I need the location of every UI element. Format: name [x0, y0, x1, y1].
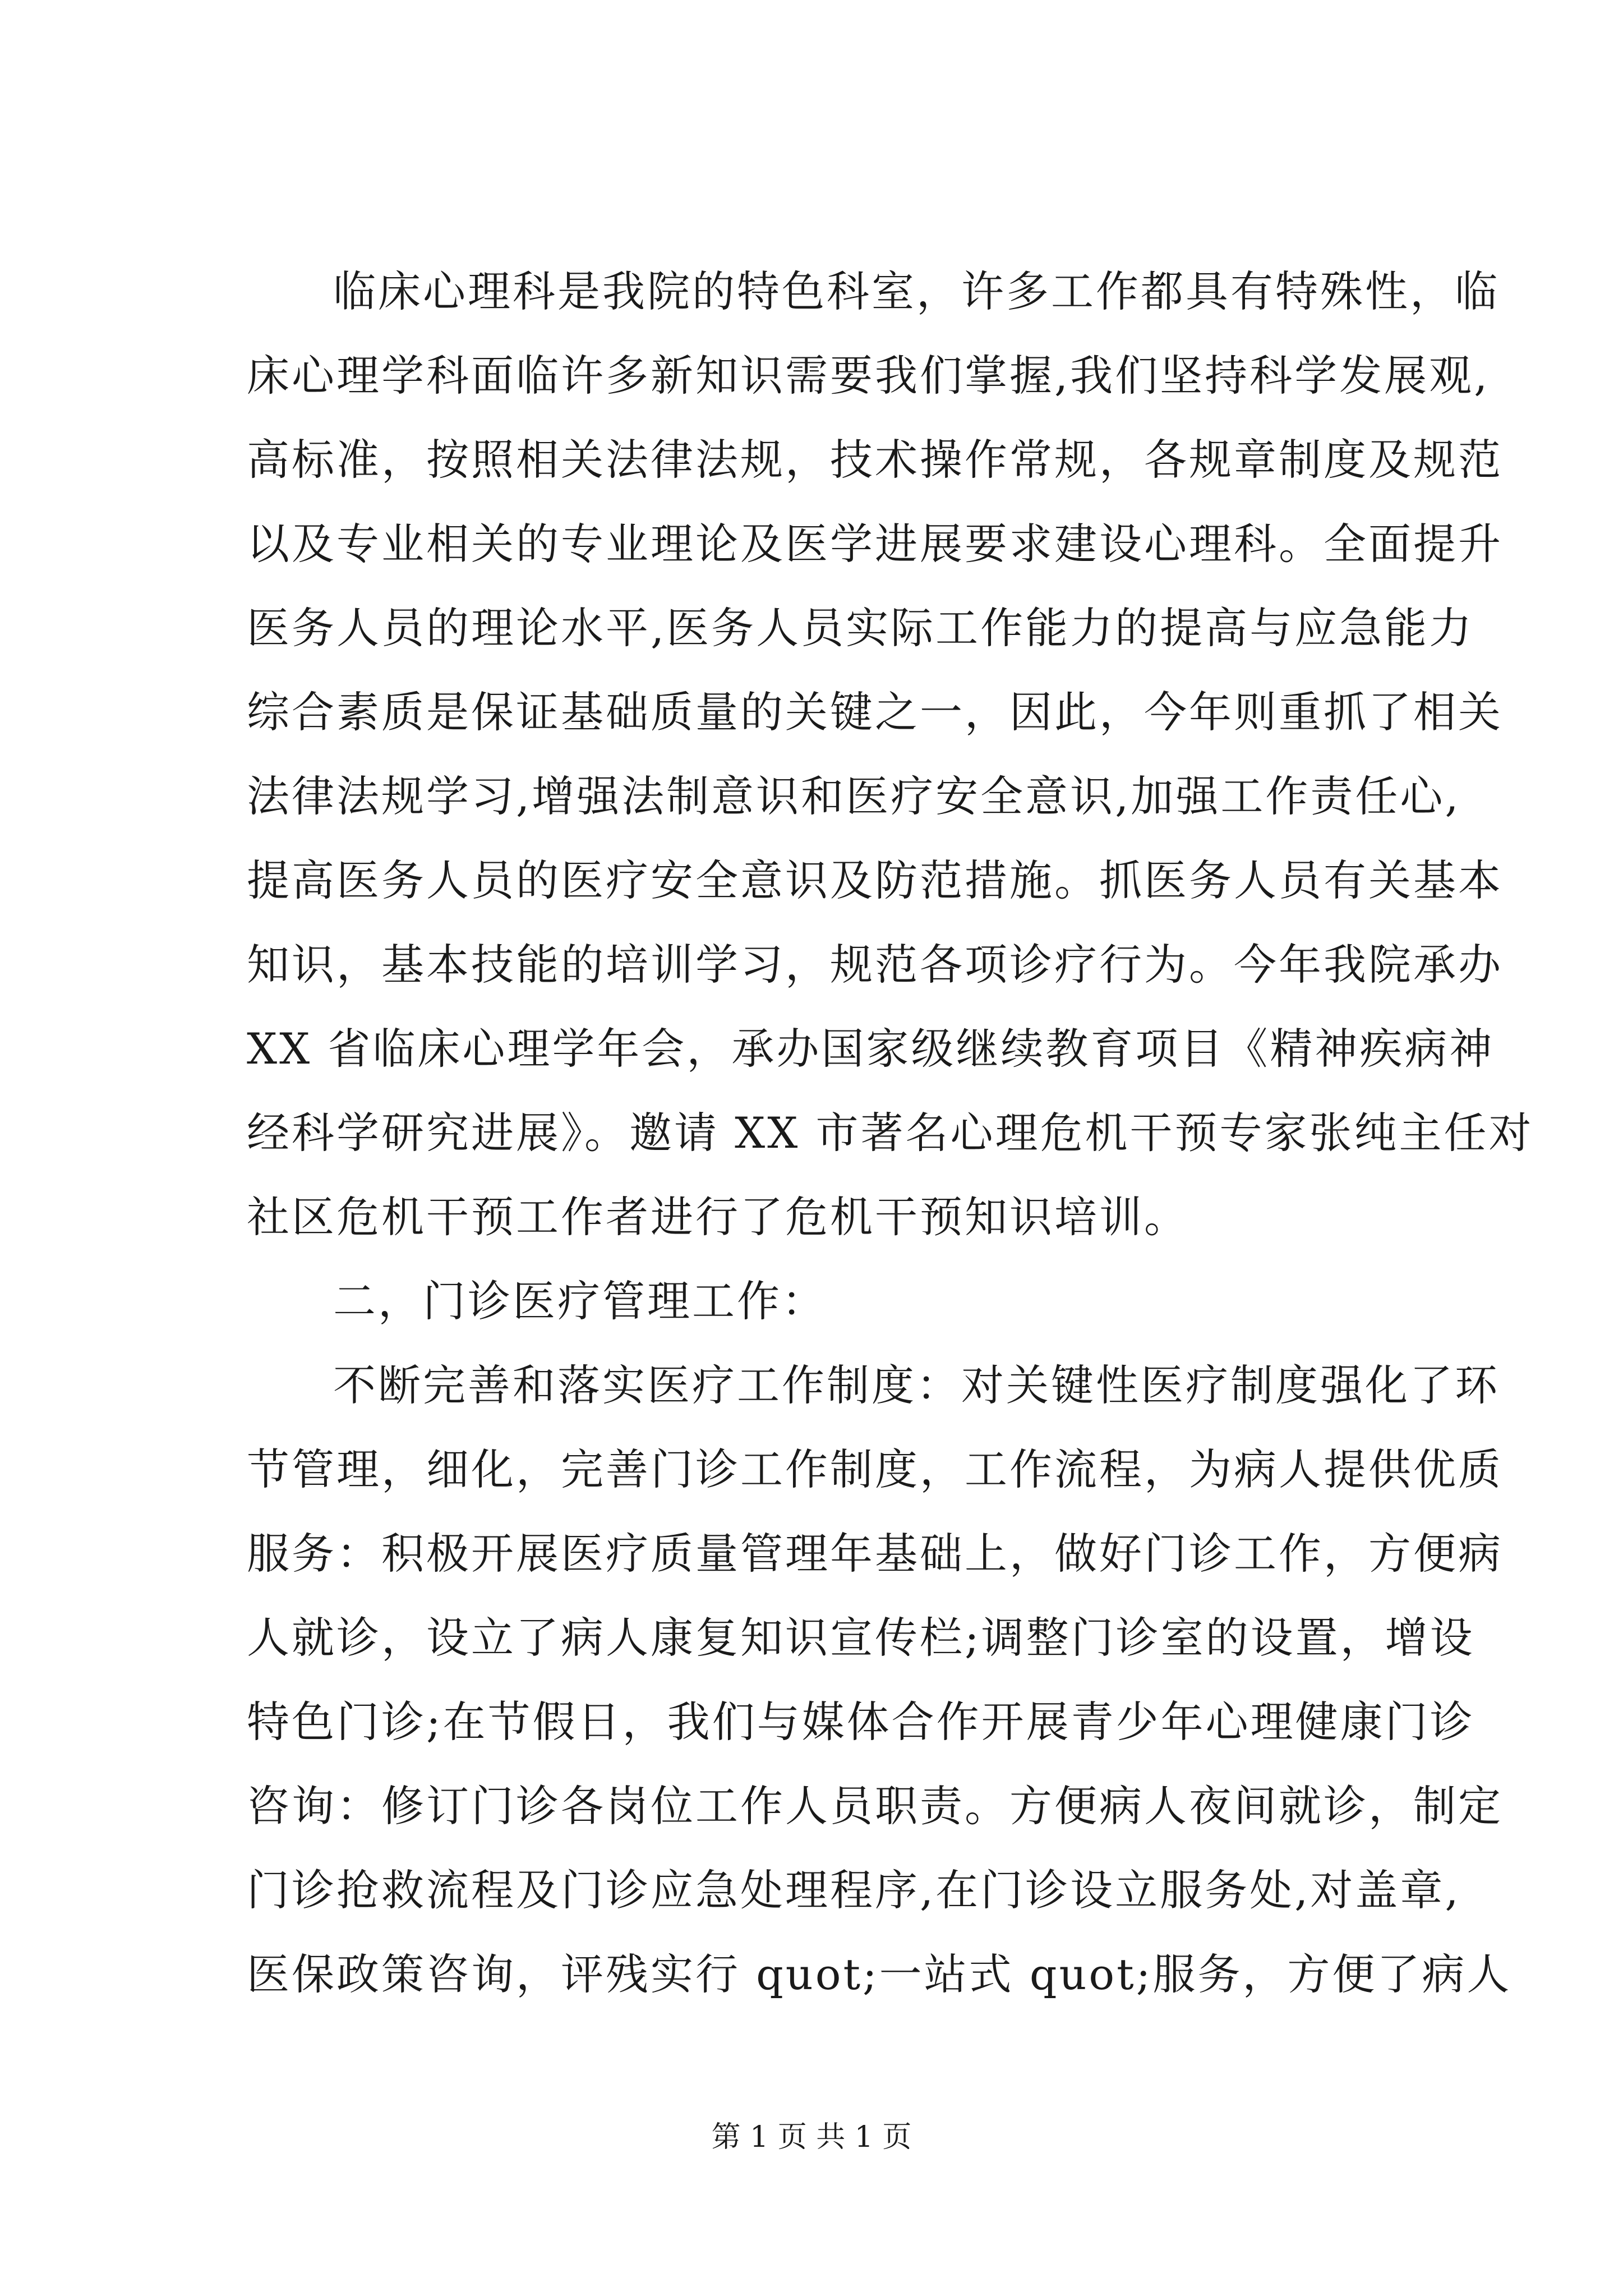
paragraph-line: 不断完善和落实医疗工作制度：对关键性医疗制度强化了环 [333, 1360, 1500, 1410]
paragraph-line: 法律法规学习,增强法制意识和医疗安全意识,加强工作责任心, [247, 771, 1461, 821]
paragraph-line: 知识，基本技能的培训学习，规范各项诊疗行为。今年我院承办 [247, 940, 1503, 990]
paragraph-line: 服务：积极开展医疗质量管理年基础上，做好门诊工作，方便病 [247, 1529, 1503, 1579]
paragraph-line: 综合素质是保证基础质量的关键之一，因此，今年则重抓了相关 [247, 687, 1503, 737]
paragraph-line: 提高医务人员的医疗安全意识及防范措施。抓医务人员有关基本 [247, 855, 1503, 905]
paragraph-line: 床心理学科面临许多新知识需要我们掌握,我们坚持科学发展观, [247, 351, 1490, 401]
paragraph-line: 咨询：修订门诊各岗位工作人员职责。方便病人夜间就诊，制定 [247, 1781, 1503, 1831]
paragraph-line: 社区危机干预工作者进行了危机干预知识培训。 [247, 1192, 1189, 1242]
paragraph-line: 以及专业相关的专业理论及医学进展要求建设心理科。全面提升 [247, 519, 1503, 569]
paragraph-line: 节管理，细化，完善门诊工作制度，工作流程，为病人提供优质 [247, 1444, 1503, 1494]
paragraph-line: 高标准，按照相关法律法规，技术操作常规，各规章制度及规范 [247, 435, 1503, 485]
paragraph-line: 医务人员的理论水平,医务人员实际工作能力的提高与应急能力 [247, 603, 1474, 653]
paragraph-line: 特色门诊;在节假日，我们与媒体合作开展青少年心理健康门诊 [247, 1697, 1475, 1747]
page-footer: 第 1 页 共 1 页 [711, 2120, 912, 2154]
paragraph-line: 医保政策咨询，评残实行 quot;一站式 quot;服务，方便了病人 [247, 1949, 1512, 1999]
paragraph-line: XX 省临床心理学年会，承办国家级继续教育项目《精神疾病神 [247, 1024, 1495, 1074]
paragraph-line: 临床心理科是我院的特色科室，许多工作都具有特殊性，临 [333, 266, 1500, 316]
paragraph-line: 经科学研究进展》。邀请 XX 市著名心理危机干预专家张纯主任对 [247, 1108, 1534, 1158]
paragraph-line: 人就诊，设立了病人康复知识宣传栏;调整门诊室的设置，增设 [247, 1613, 1475, 1663]
paragraph-line: 门诊抢救流程及门诊应急处理程序,在门诊设立服务处,对盖章, [247, 1865, 1461, 1915]
section-heading: 二，门诊医疗管理工作： [333, 1276, 827, 1326]
